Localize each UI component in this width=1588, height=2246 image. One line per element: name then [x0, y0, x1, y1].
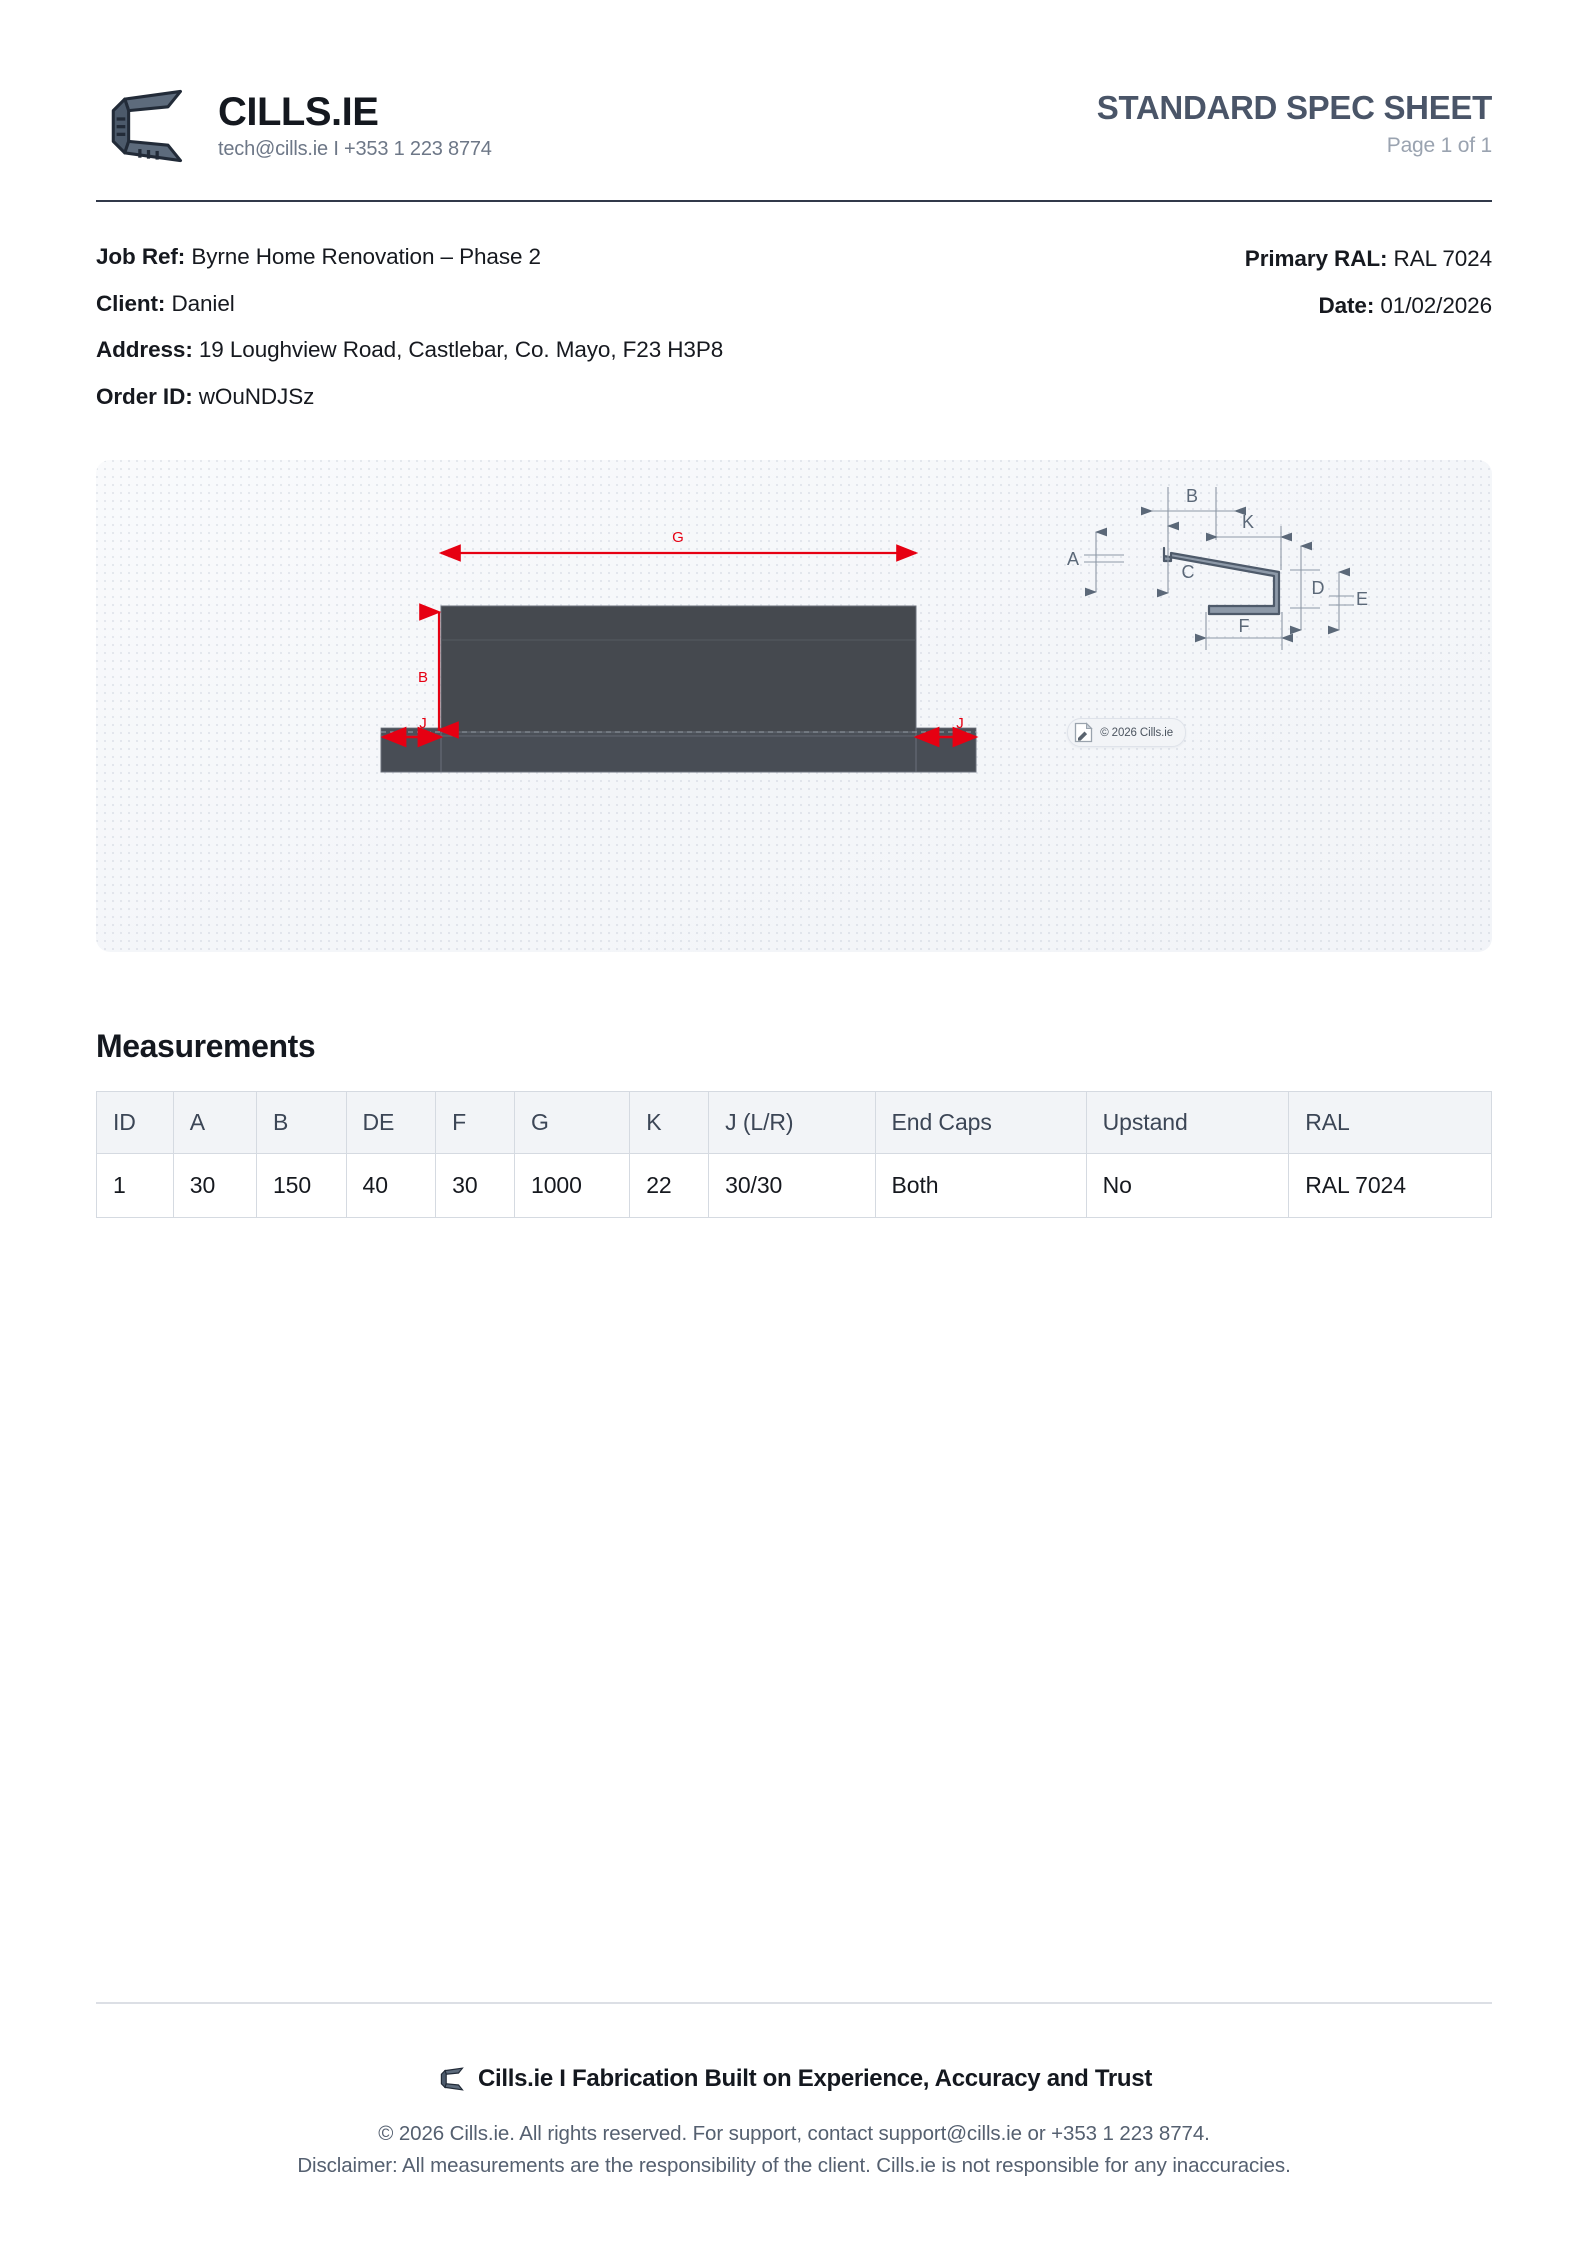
measurements-table: [96, 1091, 1492, 1218]
col-header-j-lr: J (L/R): [709, 1092, 875, 1154]
col-header-id: ID: [97, 1092, 174, 1154]
cills-logo-small-icon: [436, 2064, 466, 2094]
cell-a: 30: [173, 1154, 256, 1218]
cell-id: 1: [97, 1154, 174, 1218]
col-header-k: K: [630, 1092, 709, 1154]
client-value: Daniel: [171, 290, 235, 316]
brand-text: [218, 91, 492, 161]
profile-section-view: [1067, 486, 1368, 650]
cills-logo-icon: [96, 78, 192, 174]
dim-g-label: G: [672, 529, 684, 546]
footer-divider: [96, 2002, 1492, 2004]
cell-de: 40: [346, 1154, 436, 1218]
sill-drawing: [96, 460, 1492, 952]
cell-g: 1000: [515, 1154, 630, 1218]
cell-ral: RAL 7024: [1289, 1154, 1492, 1218]
address-label: Address:: [96, 337, 193, 362]
job-info-right: [1245, 246, 1492, 317]
col-header-b: B: [256, 1092, 346, 1154]
table-header-row: [97, 1092, 1492, 1154]
dim-j-right-label: J: [956, 715, 964, 732]
profile-dim-c-label: C: [1181, 562, 1195, 582]
drawing-panel: [96, 460, 1492, 952]
cell-upstand: No: [1086, 1154, 1289, 1218]
order-id-value: wOuNDJSz: [198, 383, 315, 409]
cell-b: 150: [256, 1154, 346, 1218]
job-info-block: [96, 202, 1492, 408]
elevation-view: [381, 529, 976, 772]
brand-name: CILLS.IE: [218, 90, 379, 134]
page-number: Page 1 of 1: [1386, 134, 1492, 158]
col-header-de: DE: [346, 1092, 436, 1154]
watermark-text: © 2026 Cills.ie: [1100, 726, 1173, 739]
date-value: 01/02/2026: [1380, 292, 1492, 318]
job-ref-line: [96, 246, 1245, 269]
profile-dim-f-label: F: [1238, 616, 1250, 636]
profile-dim-e-label: E: [1355, 589, 1369, 609]
address-line: [96, 339, 1245, 362]
col-header-a: A: [173, 1092, 256, 1154]
client-line: [96, 290, 1245, 316]
col-header-f: F: [436, 1092, 515, 1154]
primary-ral-line: [1245, 248, 1492, 271]
job-ref-label: Job Ref:: [96, 244, 186, 269]
page-footer: [96, 2002, 1492, 2182]
order-id-label: Order ID:: [96, 383, 193, 409]
primary-ral-label: Primary RAL:: [1244, 246, 1388, 271]
brand-block: [96, 78, 492, 174]
order-id-line: [96, 383, 1245, 409]
page-header: [96, 0, 1492, 202]
footer-tagline: Cills.ie I Fabrication Built on Experience, Accuracy and Trust: [477, 2065, 1153, 2093]
address-value: 19 Loughview Road, Castlebar, Co. Mayo, F23 H3P8: [198, 337, 724, 362]
cell-end-caps: Both: [875, 1154, 1086, 1218]
document-title: STANDARD SPEC SHEET: [1096, 89, 1492, 126]
client-label: Client:: [96, 290, 166, 316]
profile-dim-b-label: B: [1185, 486, 1199, 506]
primary-ral-value: RAL 7024: [1393, 246, 1492, 271]
job-info-left: [96, 246, 1245, 408]
measurements-title: Measurements: [96, 1028, 316, 1064]
header-right: [1097, 78, 1492, 158]
date-label: Date:: [1318, 292, 1375, 318]
document-icon: [1074, 722, 1093, 743]
profile-dim-d-label: D: [1311, 578, 1325, 598]
dim-b-label: B: [417, 669, 429, 686]
job-ref-value: Byrne Home Renovation – Phase 2: [191, 244, 541, 269]
col-header-end-caps: End Caps: [875, 1092, 1086, 1154]
profile-dim-k-label: K: [1241, 512, 1255, 532]
cell-f: 30: [436, 1154, 515, 1218]
drawing-watermark: [1067, 718, 1186, 747]
col-header-ral: RAL: [1289, 1092, 1492, 1154]
footer-tagline-row: [96, 2064, 1492, 2094]
cell-j-lr: 30/30: [709, 1154, 875, 1218]
cell-k: 22: [630, 1154, 709, 1218]
footer-disclaimer: Disclaimer: All measurements are the responsibility of the client. Cills.ie is not responsible for any inaccuracies.: [297, 2154, 1291, 2178]
profile-dim-a-label: A: [1066, 549, 1080, 569]
footer-copyright: © 2026 Cills.ie. All rights reserved. For support, contact support@cills.ie or +353 1 223 8774.: [378, 2122, 1210, 2146]
date-line: [1245, 292, 1492, 318]
col-header-g: G: [515, 1092, 630, 1154]
dim-j-left-label: J: [419, 715, 427, 732]
brand-contact: tech@cills.ie I +353 1 223 8774: [218, 138, 492, 160]
col-header-upstand: Upstand: [1086, 1092, 1289, 1154]
table-row: [97, 1154, 1492, 1218]
